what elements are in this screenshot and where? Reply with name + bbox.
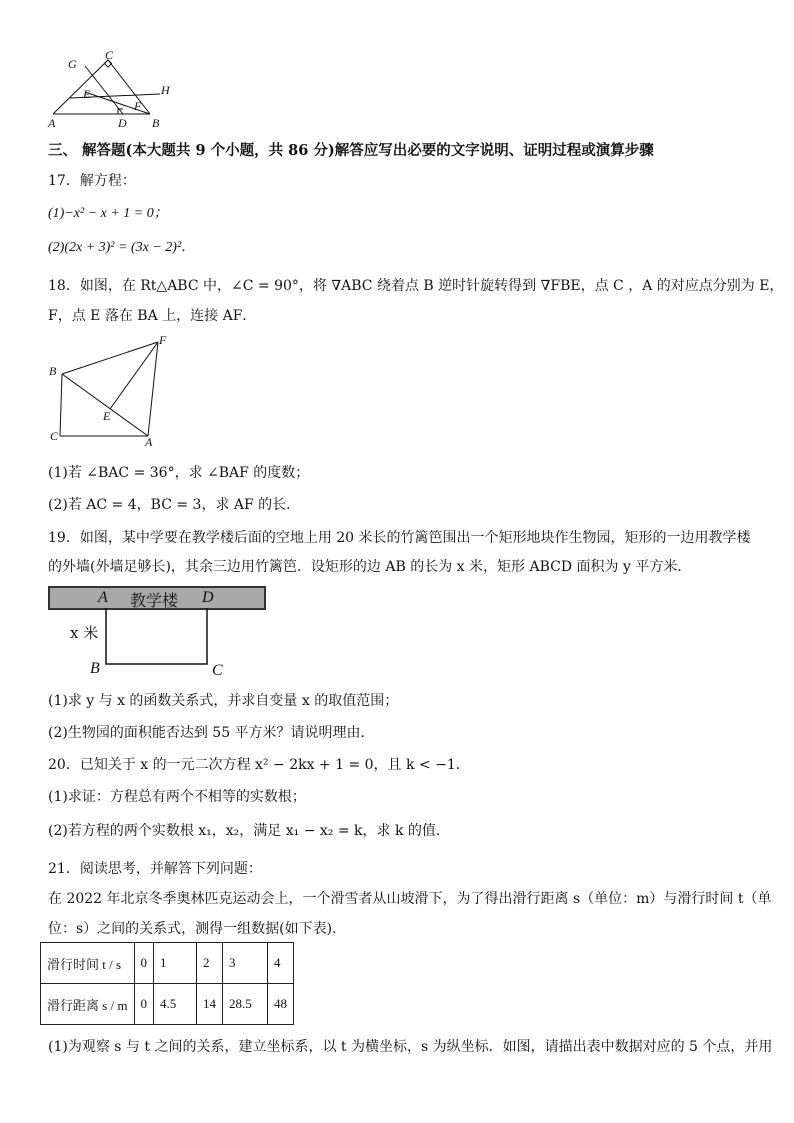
q20-part2: (2)若方程的两个实数根 x₁，x₂，满足 x₁ − x₂ = k，求 k 的值．	[48, 823, 450, 839]
q17-part1: (1)−x² − x + 1 = 0；	[48, 206, 168, 221]
q19-line2: 的外墙(外墙足够长)，其余三边用竹篱笆．设矩形的边 AB 的长为 x 米，矩形 ABCD 面积为 y 平方米．	[48, 559, 692, 575]
q21-title: 21．阅读思考，并解答下列问题：	[48, 861, 262, 877]
table-cell: 28.5	[223, 984, 268, 1025]
q20-line1: 20．已知关于 x 的一元二次方程 x² − 2kx + 1 = 0，且 k < −1．	[48, 757, 470, 773]
section-heading: 三、 解答题(本大题共 9 个小题，共 86 分)解答应写出必要的文字说明、证明过程或演算步骤	[48, 142, 654, 159]
label-f: F	[134, 99, 142, 113]
q19-line1: 19．如图，某中学要在教学楼后面的空地上用 20 米长的竹篱笆围出一个矩形地块作生物园，矩形的一边用教学楼	[48, 530, 751, 546]
table-cell: 14	[197, 984, 223, 1025]
q17-title: 17．解方程：	[48, 173, 136, 189]
q21-part1: (1)为观察 s 与 t 之间的关系，建立坐标系，以 t 为横坐标，s 为纵坐标．如图，请描出表中数据对应的 5 个点，并用	[48, 1039, 773, 1055]
q18-part2: (2)若 AC = 4，BC = 3，求 AF 的长．	[48, 497, 301, 513]
label-d3: D	[202, 589, 214, 606]
label-c2: C	[50, 429, 59, 443]
q18-line1: 18．如图，在 Rt△ABC 中，∠C = 90°，将 ∇ABC 绕着点 B 逆时针旋转得到 ∇FBE，点 C ，A 的对应点分别为 E，	[48, 278, 784, 294]
q17-part2: (2)(2x + 3)² = (3x − 2)²．	[48, 240, 196, 255]
label-c: C	[105, 48, 114, 62]
label-b2: B	[49, 364, 57, 378]
geometry-figure-2	[44, 334, 174, 448]
q21-line1: 在 2022 年北京冬季奥林匹克运动会上，一个滑雪者从山坡滑下，为了得出滑行距离 s（单位：m）与滑行时间 t（单	[48, 891, 772, 907]
q18-part1: (1)若 ∠BAC = 36°，求 ∠BAF 的度数；	[48, 465, 310, 481]
label-a: A	[48, 116, 56, 130]
label-f2: F	[159, 334, 167, 347]
table-cell: 1	[154, 943, 197, 984]
geometry-figure-1	[40, 48, 190, 130]
table-header-distance: 滑行距离 s / m	[41, 984, 135, 1025]
table-cell: 3	[223, 943, 268, 984]
q21-line2: 位：s）之间的关系式，测得一组数据(如下表)．	[48, 921, 347, 937]
table-row	[41, 984, 294, 1025]
table-cell: 0	[134, 943, 154, 984]
table-header-time: 滑行时间 t / s	[41, 943, 135, 984]
table-cell: 0	[134, 984, 154, 1025]
label-a2: A	[145, 435, 153, 448]
label-c3: C	[212, 662, 223, 679]
label-a3: A	[98, 589, 108, 606]
label-b3: B	[90, 660, 100, 677]
table-cell: 4.5	[154, 984, 197, 1025]
table-cell: 4	[268, 943, 294, 984]
label-d: D	[118, 116, 127, 130]
label-e: E	[83, 87, 91, 101]
q19-part1: (1)求 y 与 x 的函数关系式，并求自变量 x 的取值范围；	[48, 693, 399, 709]
fence-rectangle	[100, 608, 212, 666]
label-e2: E	[103, 409, 111, 423]
label-h: H	[161, 83, 170, 97]
building-label: 教学楼	[130, 591, 179, 610]
table-cell: 2	[197, 943, 223, 984]
data-table	[40, 942, 294, 1025]
side-label: x 米	[70, 624, 99, 642]
label-b: B	[152, 116, 160, 130]
q20-part1: (1)求证：方程总有两个不相等的实数根；	[48, 789, 306, 805]
table-row	[41, 943, 294, 984]
label-g: G	[68, 57, 77, 71]
q18-line2: F，点 E 落在 BA 上，连接 AF．	[48, 308, 257, 324]
q19-part2: (2)生物园的面积能否达到 55 平方米？请说明理由．	[48, 725, 375, 741]
table-cell: 48	[268, 984, 294, 1025]
